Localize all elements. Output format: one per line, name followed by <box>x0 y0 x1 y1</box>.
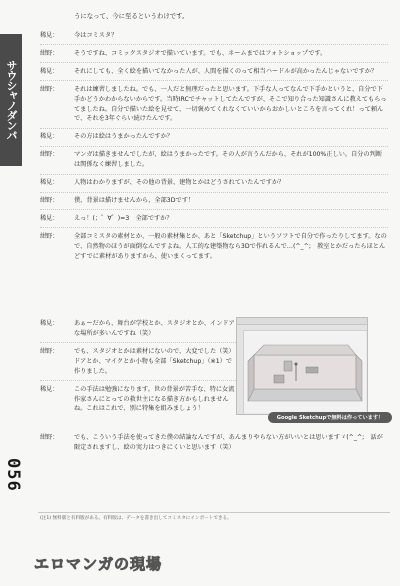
speaker-name: 稀見： <box>40 214 59 222</box>
dialogue-text: 人物はわかりますが、その他の背景、建物とかはどうされていたんですか？ <box>74 179 285 187</box>
dialogue-line <box>40 319 236 339</box>
speaker-name: 紺野： <box>40 347 59 355</box>
intro-text: うになって、今に至るというわけです。 <box>74 12 189 20</box>
dialogue-divider <box>40 174 388 175</box>
dialogue-main <box>40 12 388 262</box>
dialogue-text: それにしても、全く絵を描いてなかった人が、人間を描くのって相当ハードルが高かったんじゃないですか？ <box>74 67 378 75</box>
dialogue-column <box>40 319 236 414</box>
speaker-name: 紺野： <box>40 197 59 205</box>
dialogue-line <box>40 385 236 415</box>
sketchup-screenshot <box>236 317 368 415</box>
dialogue-line <box>40 150 388 170</box>
dialogue-divider <box>40 227 388 228</box>
dialogue-divider <box>40 342 236 343</box>
dialogue-divider <box>40 128 388 129</box>
speaker-name: 紺野： <box>40 49 59 57</box>
section-side-tab: サウシャノダンパ <box>0 34 22 166</box>
3d-room-model <box>244 331 366 413</box>
speaker-name: 稀見： <box>40 385 59 393</box>
dialogue-text: 僕、背景は描けませんから、全部3Dです！ <box>74 197 195 205</box>
speaker-name: 稀見： <box>40 133 59 141</box>
dialogue-text: 全部コミスタの素材とか、一般の素材集とか、あと「Sketchup」というソフトで自分で作ったりしてます。なので、自然物のほうが面倒なんですよね。人工的な建築物なら3Dで作れるんで…(^_^; 教室とかだったらほとんどすでに素材がありますから、使いまくってます。 <box>74 232 387 260</box>
speaker-name: 紺野： <box>40 232 59 240</box>
dialogue-divider <box>40 62 388 63</box>
book-logo: エロマンガの現場 <box>34 555 163 573</box>
dialogue-text: あぁーだから、舞台が学校とか、スタジオとか、インドアな場所が多いんですね（笑） <box>74 320 235 337</box>
speaker-name: 稀見： <box>40 31 59 39</box>
dialogue-text: その方は絵はうまかったんですか？ <box>74 133 173 141</box>
dialogue-divider <box>40 192 388 193</box>
dialogue-line <box>40 214 388 224</box>
app-tool-strip <box>237 330 244 414</box>
speaker-name: 紺野： <box>40 434 59 441</box>
dialogue-line <box>40 347 236 377</box>
speaker-name: 紺野： <box>40 151 59 159</box>
dialogue-text: この手法は勉強になります。世の背景が苦手な、特に女流作家さんにとっての救世主になる描き方かもしれませんね。これはこれで、別に特集を組みましょう！ <box>74 385 235 413</box>
figure-caption: Google Sketchupで無料は作っています！ <box>268 412 392 423</box>
dialogue-text: えっ！(；゜∀゜)=3 全部ですか？ <box>74 214 173 222</box>
dialogue-text: それは練習しましたね。でも、一人だと無理だったと思います。下手な人ってなんで下手かというと、自分で下手かどうかわからないからです。当時IRCでチャットしてたんですが、そこで知り合った知識さんに教えてもらってましたね。自分で描いた絵を見せて、一切褒めてくれなくていいからおかしいところを言ってくれ！って頼んで、それを3年ぐらい続けたんです。 <box>74 85 387 123</box>
speaker-name: 稀見： <box>40 320 59 327</box>
dialogue-line <box>40 132 388 142</box>
dialogue-line <box>40 433 388 453</box>
speaker-name: 稀見： <box>40 179 59 187</box>
dialogue-divider <box>40 380 236 381</box>
dialogue-line <box>40 85 388 125</box>
dialogue-divider <box>40 146 388 147</box>
dialogue-line <box>40 178 388 188</box>
dialogue-text: でも、こういう手法を使ってきた僕の結論なんですが、あんまりやらない方がいいとは思いますゞ(^_^; 話が限定されますし、絵の実力はつきにくいと思います（笑） <box>74 434 383 451</box>
dialogue-closing <box>40 433 388 453</box>
dialogue-list <box>40 31 388 262</box>
dialogue-text: そうですね、コミックスタジオで描いています。でも、ネームまではフォトショップです。 <box>74 49 327 57</box>
dialogue-line <box>40 31 388 41</box>
dialogue-divider <box>40 44 388 45</box>
dialogue-line <box>40 232 388 262</box>
footnote-rule <box>38 512 390 513</box>
dialogue-line <box>40 196 388 206</box>
page-number: 056 <box>3 458 23 492</box>
dialogue-divider <box>40 209 388 210</box>
footnote: (注1) 無料版と有料版がある。有料版は、データを書き出してコミスタにインポートできる。 <box>40 516 232 521</box>
dialogue-line <box>40 49 388 59</box>
dialogue-text: マンガは描きませんでしたが、絵はうまかったです。その人が言うんだから、それが100%正しい。自分の判断は関係なく練習しました。 <box>74 151 383 169</box>
app-menubar <box>237 318 367 325</box>
dialogue-line <box>40 67 388 77</box>
dialogue-text: 今はコミスタ？ <box>74 31 118 39</box>
dialogue-divider <box>40 80 388 81</box>
speaker-name: 稀見： <box>40 67 59 75</box>
dialogue-text: でも、スタジオとかは素材にないので、大変でした（笑） ドアとか、マイクとか小物も全部「Sketchup」（※1）で作りました。 <box>74 347 235 375</box>
speaker-name: 紺野： <box>40 85 59 93</box>
